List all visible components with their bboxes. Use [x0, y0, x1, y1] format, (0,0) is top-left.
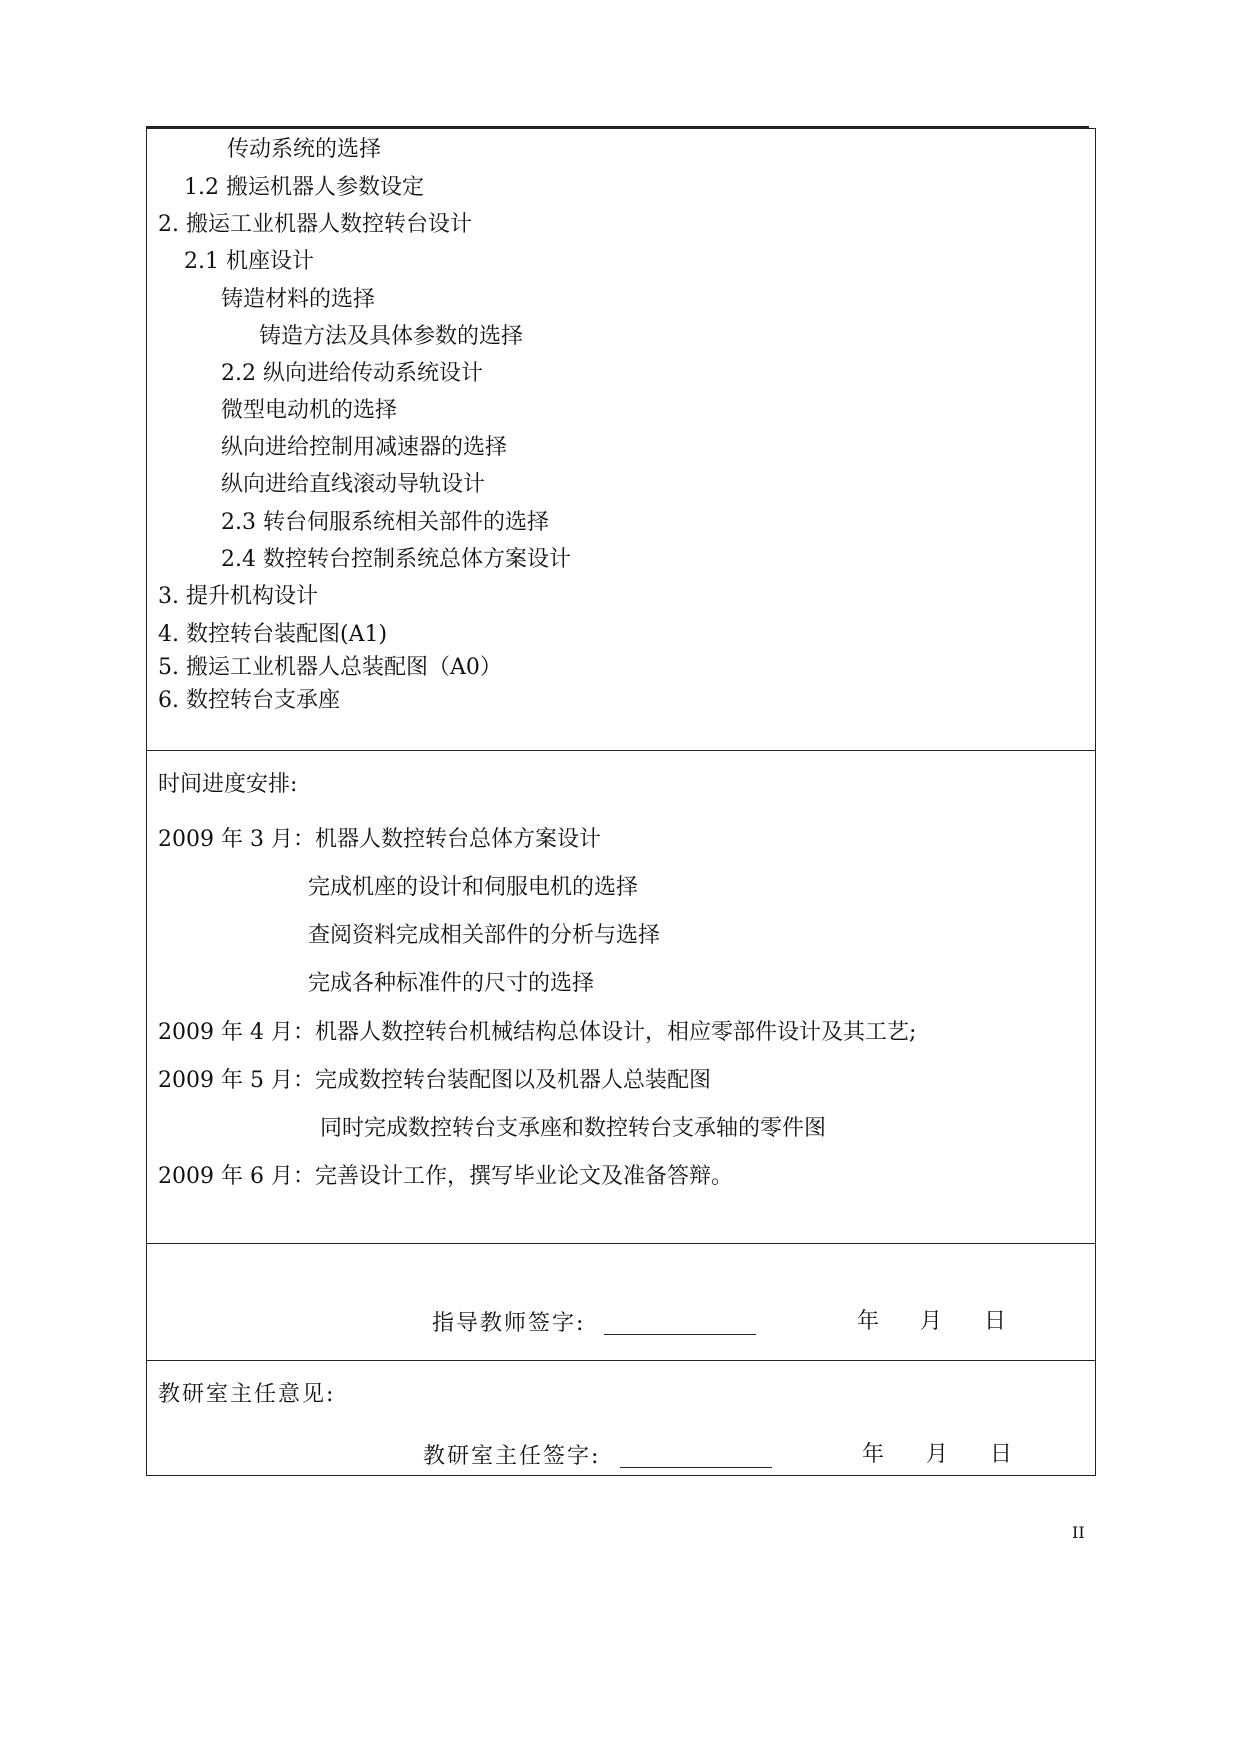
- outline-item: 5. 搬运工业机器人总装配图（A0）: [158, 655, 502, 680]
- outline-item: 2.4 数控转台控制系统总体方案设计: [221, 547, 571, 572]
- director-day-label: 日: [990, 1442, 1013, 1467]
- schedule-heading: 时间进度安排:: [158, 772, 298, 797]
- director-signature-label: 教研室主任签字:: [423, 1444, 601, 1469]
- divider-outline-schedule: [146, 750, 1096, 751]
- director-opinion-label: 教研室主任意见:: [158, 1382, 336, 1407]
- advisor-day-label: 日: [984, 1309, 1007, 1334]
- divider-schedule-advisor: [146, 1243, 1096, 1244]
- outline-item: 2. 搬运工业机器人数控转台设计: [158, 212, 472, 237]
- divider-advisor-director: [146, 1360, 1096, 1361]
- outline-item: 铸造方法及具体参数的选择: [259, 324, 524, 349]
- schedule-line: 2009 年 5 月：完成数控转台装配图以及机器人总装配图: [158, 1068, 711, 1093]
- schedule-line: 2009 年 6 月：完善设计工作，撰写毕业论文及准备答辩。: [158, 1164, 733, 1189]
- outline-item: 1.2 搬运机器人参数设定: [184, 175, 424, 200]
- advisor-month-label: 月: [920, 1309, 943, 1334]
- outline-item: 铸造材料的选择: [221, 287, 376, 312]
- advisor-signature-blank[interactable]: [604, 1334, 756, 1335]
- advisor-signature-label: 指导教师签字:: [432, 1311, 586, 1336]
- outline-item: 4. 数控转台装配图(A1): [158, 622, 388, 647]
- outline-item: 纵向进给控制用减速器的选择: [221, 435, 508, 460]
- director-month-label: 月: [926, 1442, 949, 1467]
- schedule-line: 完成各种标准件的尺寸的选择: [308, 971, 595, 996]
- director-year-label: 年: [862, 1442, 885, 1467]
- schedule-line: 同时完成数控转台支承座和数控转台支承轴的零件图: [320, 1116, 827, 1141]
- director-signature-blank[interactable]: [620, 1467, 772, 1468]
- outline-item: 6. 数控转台支承座: [158, 688, 340, 713]
- outline-item: 2.1 机座设计: [184, 249, 314, 274]
- outline-item: 2.2 纵向进给传动系统设计: [221, 361, 483, 386]
- outline-item: 微型电动机的选择: [221, 398, 398, 423]
- schedule-line: 查阅资料完成相关部件的分析与选择: [308, 923, 661, 948]
- outline-item: 传动系统的选择: [227, 137, 382, 162]
- advisor-year-label: 年: [857, 1309, 880, 1334]
- schedule-line: 完成机座的设计和伺服电机的选择: [308, 875, 639, 900]
- schedule-line: 2009 年 4 月：机器人数控转台机械结构总体设计，相应零部件设计及其工艺;: [158, 1020, 917, 1045]
- schedule-line: 2009 年 3 月：机器人数控转台总体方案设计: [158, 827, 601, 852]
- outline-item: 3. 提升机构设计: [158, 584, 318, 609]
- outline-item: 2.3 转台伺服系统相关部件的选择: [221, 510, 549, 535]
- outline-item: 纵向进给直线滚动导轨设计: [221, 472, 486, 497]
- page-number: II: [1072, 1523, 1085, 1542]
